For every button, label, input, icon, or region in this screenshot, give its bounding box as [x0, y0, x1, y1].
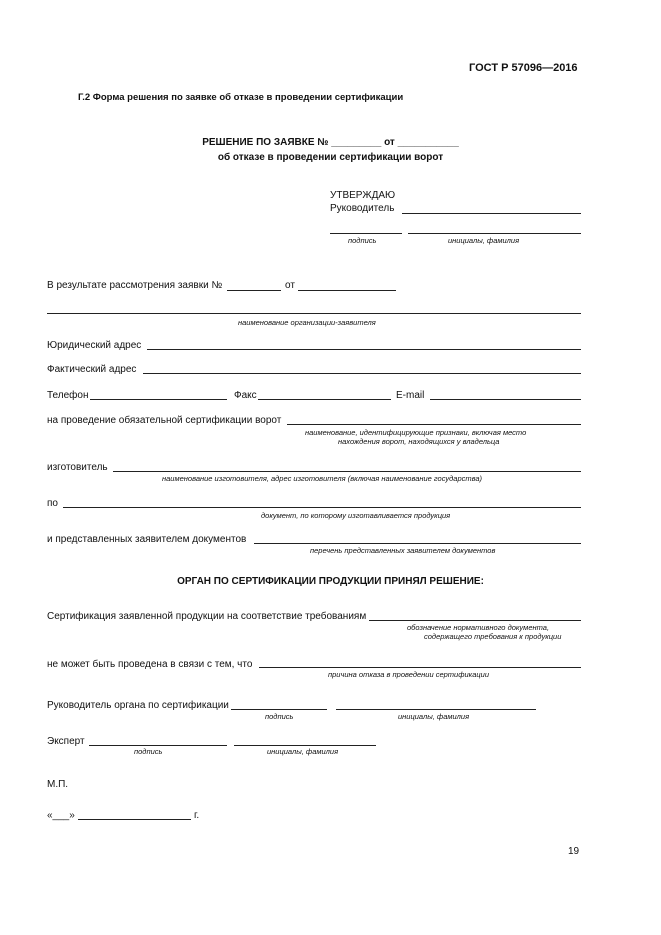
name-caption: инициалы, фамилия	[448, 236, 520, 245]
docs-field[interactable]	[254, 543, 581, 544]
organization-field[interactable]	[47, 313, 581, 314]
standard-number: ГОСТ Р 57096—2016	[469, 62, 578, 74]
body-head-name-caption: инициалы, фамилия	[398, 712, 470, 721]
email-field[interactable]	[430, 399, 581, 400]
body-head-signature-field[interactable]	[231, 709, 327, 710]
expert-name-field[interactable]	[234, 745, 376, 746]
actual-address-field[interactable]	[143, 373, 581, 374]
decision-heading: ОРГАН ПО СЕРТИФИКАЦИИ ПРОДУКЦИИ ПРИНЯЛ РЕШЕНИЕ:	[177, 576, 484, 587]
document-field[interactable]	[63, 507, 581, 508]
manufacturer-caption: наименование изготовителя, адрес изготовителя (включая наименование государства)	[162, 474, 483, 483]
legal-address-field[interactable]	[147, 349, 581, 350]
organization-caption: наименование организации-заявителя	[238, 318, 376, 327]
application-date-field[interactable]	[298, 290, 396, 291]
manufacturer-label: изготовитель	[47, 462, 108, 473]
decision-title: РЕШЕНИЕ ПО ЗАЯВКЕ № _________ от ___________	[202, 137, 459, 148]
cert-requirements-label: Сертификация заявленной продукции на соответствие требованиям	[47, 611, 367, 622]
head-signature-line	[402, 213, 581, 214]
actual-address-label: Фактический адрес	[47, 364, 137, 375]
approve-label: УТВЕРЖДАЮ	[330, 190, 396, 201]
application-number-field[interactable]	[227, 290, 281, 291]
email-label: E-mail	[396, 390, 425, 401]
fax-field[interactable]	[258, 399, 391, 400]
docs-caption: перечень представленных заявителем документов	[310, 546, 496, 555]
review-from-label: от	[285, 280, 295, 291]
legal-address-label: Юридический адрес	[47, 340, 142, 351]
page-number: 19	[568, 846, 580, 857]
docs-label: и представленных заявителем документов	[47, 534, 247, 545]
phone-label: Телефон	[47, 390, 89, 401]
date-month-year-field[interactable]	[78, 819, 191, 820]
norm-caption-2: содержащего требования к продукции	[424, 632, 562, 641]
fax-label: Факс	[234, 390, 257, 401]
review-label: В результате рассмотрения заявки №	[47, 280, 223, 291]
phone-field[interactable]	[90, 399, 227, 400]
date-day: «___»	[47, 810, 75, 821]
reason-caption: причина отказа в проведении сертификации	[328, 670, 489, 679]
expert-signature-field[interactable]	[89, 745, 227, 746]
date-year-suffix: г.	[194, 810, 200, 821]
signature-line	[330, 233, 402, 234]
body-head-name-field[interactable]	[336, 709, 536, 710]
body-head-label: Руководитель органа по сертификации	[47, 700, 229, 711]
manufacturer-field[interactable]	[113, 471, 581, 472]
gates-field[interactable]	[287, 424, 581, 425]
name-line	[408, 233, 581, 234]
expert-label: Эксперт	[47, 736, 85, 747]
norm-document-field[interactable]	[369, 620, 581, 621]
decision-subtitle: об отказе в проведении сертификации ворот	[217, 152, 444, 163]
expert-signature-caption: подпись	[134, 747, 163, 756]
document-caption: документ, по которому изготавливается продукция	[261, 511, 451, 520]
stamp-label: М.П.	[47, 779, 69, 790]
section-title: Г.2 Форма решения по заявке об отказе в проведении сертификации	[78, 92, 404, 103]
mandatory-cert-label: на проведение обязательной сертификации ворот	[47, 415, 282, 426]
cannot-label: не может быть проведена в связи с тем, что	[47, 659, 253, 670]
expert-name-caption: инициалы, фамилия	[267, 747, 339, 756]
reason-field[interactable]	[259, 667, 581, 668]
signature-caption: подпись	[348, 236, 377, 245]
body-head-signature-caption: подпись	[265, 712, 294, 721]
gates-caption-2: нахождения ворот, находящихся у владельца	[338, 437, 500, 446]
gates-caption-1: наименование, идентифицирующие признаки, включая место	[305, 428, 527, 437]
norm-caption-1: обозначение нормативного документа,	[407, 623, 550, 632]
by-label: по	[47, 498, 58, 509]
head-label: Руководитель	[330, 203, 395, 214]
